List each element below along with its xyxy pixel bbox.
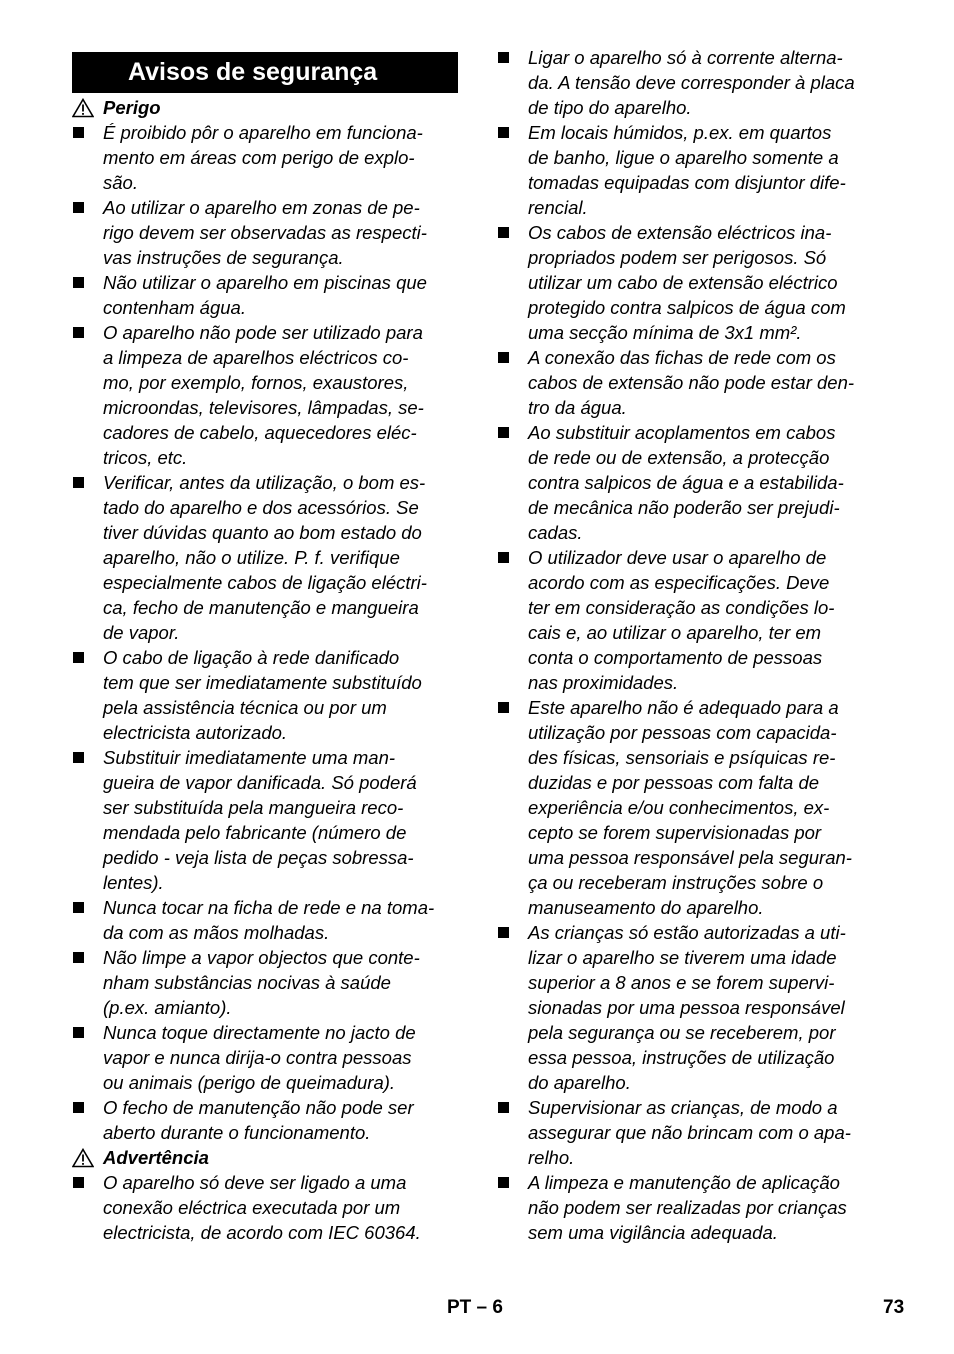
warning-triangle-icon	[72, 98, 94, 118]
square-bullet-icon	[73, 127, 84, 138]
list-item	[72, 895, 462, 945]
square-bullet-icon	[73, 477, 84, 488]
square-bullet-icon	[498, 227, 509, 238]
list-item-line: tomadas equipadas com disjuntor dife-	[528, 172, 846, 193]
list-item	[497, 220, 889, 345]
square-bullet-icon	[498, 702, 509, 713]
list-item	[497, 120, 889, 220]
list-item-line: Em locais húmidos, p.ex. em quartos	[528, 122, 832, 143]
list-item-line: O cabo de ligação à rede danificado	[103, 647, 400, 668]
list-item	[72, 645, 462, 745]
list-item-line: cais e, ao utilizar o aparelho, ter em	[528, 622, 822, 643]
danger-heading-label: Perigo	[103, 97, 161, 118]
list-item-line: ser substituída pela mangueira reco-	[103, 797, 404, 818]
list-item-line: Nunca toque directamente no jacto de	[103, 1022, 416, 1043]
list-item	[497, 345, 889, 420]
square-bullet-icon	[73, 1177, 84, 1188]
list-item-line: aparelho, não o utilize. P. f. verifique	[103, 547, 400, 568]
list-item-line: sem uma vigilância adequada.	[528, 1222, 778, 1243]
list-item-line: nas proximidades.	[528, 672, 679, 693]
square-bullet-icon	[498, 127, 509, 138]
list-item-line: As crianças só estão autorizadas a uti-	[528, 922, 846, 943]
warning-triangle-icon	[72, 1148, 94, 1168]
footer-page-label: PT – 6	[447, 1297, 503, 1318]
square-bullet-icon	[73, 277, 84, 288]
list-item-line: tro da água.	[528, 397, 627, 418]
list-item-line: ter em consideração as condições lo-	[528, 597, 835, 618]
list-item-line: rigo devem ser observadas as respecti-	[103, 222, 427, 243]
danger-heading	[72, 95, 462, 120]
list-item-line: Não utilizar o aparelho em piscinas que	[103, 272, 427, 293]
danger-list	[72, 120, 462, 1145]
list-item-line: O aparelho não pode ser utilizado para	[103, 322, 423, 343]
list-item-line: de mecânica não poderão ser prejudi-	[528, 497, 840, 518]
list-item-line: especialmente cabos de ligação eléctri-	[103, 572, 427, 593]
square-bullet-icon	[73, 752, 84, 763]
square-bullet-icon	[73, 202, 84, 213]
list-item	[72, 745, 462, 895]
list-item-line: utilizar um cabo de extensão eléctrico	[528, 272, 838, 293]
list-item-line: (p.ex. amianto).	[103, 997, 232, 1018]
list-item-line: Ligar o aparelho só à corrente alterna-	[528, 47, 843, 68]
warning-heading	[72, 1145, 462, 1170]
list-item	[72, 945, 462, 1020]
square-bullet-icon	[498, 52, 509, 63]
list-item-line: É proibido pôr o aparelho em funciona-	[103, 122, 423, 143]
list-item-line: propriados podem ser perigosos. Só	[528, 247, 827, 268]
list-item-line: de rede ou de extensão, a protecção	[528, 447, 830, 468]
list-item-line: protegido contra salpicos de água com	[528, 297, 846, 318]
square-bullet-icon	[73, 902, 84, 913]
list-item-line: Nunca tocar na ficha de rede e na toma-	[103, 897, 435, 918]
list-item-line: microondas, televisores, lâmpadas, se-	[103, 397, 424, 418]
right-list	[497, 45, 889, 1245]
list-item-line: Ao utilizar o aparelho em zonas de pe-	[103, 197, 420, 218]
list-item-line: O aparelho só deve ser ligado a uma	[103, 1172, 407, 1193]
list-item-line: Supervisionar as crianças, de modo a	[528, 1097, 838, 1118]
list-item-line: contra salpicos de água e a estabilida-	[528, 472, 844, 493]
list-item-line: vas instruções de segurança.	[103, 247, 344, 268]
list-item-line: assegurar que não brincam com o apa-	[528, 1122, 851, 1143]
list-item-line: sionadas por uma pessoa responsável	[528, 997, 845, 1018]
square-bullet-icon	[498, 427, 509, 438]
list-item-line: de vapor.	[103, 622, 180, 643]
list-item	[72, 270, 462, 320]
list-item-line: são.	[103, 172, 138, 193]
list-item-line: ca, fecho de manutenção e mangueira	[103, 597, 419, 618]
right-column	[497, 45, 889, 1245]
list-item-line: tiver dúvidas quanto ao bom estado do	[103, 522, 422, 543]
list-item-line: acordo com as especificações. Deve	[528, 572, 830, 593]
list-item-line: tado do aparelho e dos acessórios. Se	[103, 497, 419, 518]
list-item	[497, 1095, 889, 1170]
warning-heading-label: Advertência	[103, 1147, 209, 1168]
square-bullet-icon	[498, 927, 509, 938]
square-bullet-icon	[498, 1177, 509, 1188]
section-title: Avisos de segurança	[72, 52, 458, 93]
list-item	[72, 1095, 462, 1145]
list-item-line: mendada pelo fabricante (número de	[103, 822, 407, 843]
list-item-line: de banho, ligue o aparelho somente a	[528, 147, 839, 168]
list-item-line: A conexão das fichas de rede com os	[528, 347, 836, 368]
list-item-line: nham substâncias nocivas à saúde	[103, 972, 391, 993]
list-item-line: utilização por pessoas com capacida-	[528, 722, 837, 743]
list-item-line: Substituir imediatamente uma man-	[103, 747, 396, 768]
square-bullet-icon	[498, 352, 509, 363]
list-item-line: gueira de vapor danificada. Só poderá	[103, 772, 417, 793]
list-item-line: pela segurança ou se receberem, por	[528, 1022, 836, 1043]
list-item	[72, 1020, 462, 1095]
list-item-line: da com as mãos molhadas.	[103, 922, 330, 943]
list-item-line: Ao substituir acoplamentos em cabos	[528, 422, 836, 443]
list-item-line: essa pessoa, instruções de utilização	[528, 1047, 835, 1068]
list-item	[72, 120, 462, 195]
list-item-line: O fecho de manutenção não pode ser	[103, 1097, 414, 1118]
list-item-line: Verificar, antes da utilização, o bom es-	[103, 472, 426, 493]
list-item-line: uma secção mínima de 3x1 mm².	[528, 322, 802, 343]
list-item-line: mento em áreas com perigo de explo-	[103, 147, 415, 168]
list-item-line: lentes).	[103, 872, 164, 893]
list-item-line: tricos, etc.	[103, 447, 188, 468]
list-item-line: A limpeza e manutenção de aplicação	[528, 1172, 840, 1193]
list-item-line: Os cabos de extensão eléctricos ina-	[528, 222, 832, 243]
square-bullet-icon	[73, 327, 84, 338]
list-item-line: conta o comportamento de pessoas	[528, 647, 823, 668]
list-item-line: relho.	[528, 1147, 575, 1168]
list-item-line: electricista autorizado.	[103, 722, 288, 743]
list-item	[497, 1170, 889, 1245]
list-item-line: experiência e/ou conhecimentos, ex-	[528, 797, 830, 818]
list-item	[497, 45, 889, 120]
list-item-line: tem que ser imediatamente substituído	[103, 672, 422, 693]
list-item-line: cadas.	[528, 522, 583, 543]
list-item-line: pedido - veja lista de peças sobressa-	[103, 847, 414, 868]
square-bullet-icon	[73, 652, 84, 663]
square-bullet-icon	[73, 952, 84, 963]
list-item	[497, 545, 889, 695]
square-bullet-icon	[73, 1102, 84, 1113]
left-column	[72, 95, 462, 1245]
list-item	[72, 195, 462, 270]
list-item-line: des físicas, sensoriais e psíquicas re-	[528, 747, 836, 768]
square-bullet-icon	[498, 552, 509, 563]
list-item-line: lizar o aparelho se tiverem uma idade	[528, 947, 837, 968]
list-item-line: uma pessoa responsável pela seguran-	[528, 847, 852, 868]
list-item-line: da. A tensão deve corresponder à placa	[528, 72, 855, 93]
list-item-line: vapor e nunca dirija-o contra pessoas	[103, 1047, 412, 1068]
list-item-line: manuseamento do aparelho.	[528, 897, 764, 918]
list-item-line: cabos de extensão não pode estar den-	[528, 372, 855, 393]
list-item-line: mo, por exemplo, fornos, exaustores,	[103, 372, 409, 393]
list-item-line: conexão eléctrica executada por um	[103, 1197, 401, 1218]
list-item-line: cadores de cabelo, aquecedores eléc-	[103, 422, 417, 443]
list-item-line: aberto durante o funcionamento.	[103, 1122, 371, 1143]
list-item-line: Este aparelho não é adequado para a	[528, 697, 839, 718]
square-bullet-icon	[73, 1027, 84, 1038]
list-item-line: electricista, de acordo com IEC 60364.	[103, 1222, 421, 1243]
list-item	[72, 1170, 462, 1245]
list-item-line: a limpeza de aparelhos eléctricos co-	[103, 347, 409, 368]
list-item-line: Não limpe a vapor objectos que conte-	[103, 947, 420, 968]
list-item-line: não podem ser realizadas por crianças	[528, 1197, 847, 1218]
square-bullet-icon	[498, 1102, 509, 1113]
list-item-line: do aparelho.	[528, 1072, 631, 1093]
list-item-line: ça ou receberam instruções sobre o	[528, 872, 824, 893]
list-item	[72, 470, 462, 645]
list-item	[497, 920, 889, 1095]
footer-page-number: 73	[883, 1297, 905, 1318]
list-item-line: contenham água.	[103, 297, 246, 318]
warning-list	[72, 1170, 462, 1245]
list-item-line: ou animais (perigo de queimadura).	[103, 1072, 396, 1093]
list-item	[72, 320, 462, 470]
list-item-line: O utilizador deve usar o aparelho de	[528, 547, 827, 568]
list-item	[497, 420, 889, 545]
list-item-line: superior a 8 anos e se forem supervi-	[528, 972, 835, 993]
list-item-line: de tipo do aparelho.	[528, 97, 692, 118]
list-item	[497, 695, 889, 920]
list-item-line: pela assistência técnica ou por um	[103, 697, 387, 718]
list-item-line: rencial.	[528, 197, 588, 218]
list-item-line: duzidas e por pessoas com falta de	[528, 772, 820, 793]
list-item-line: cepto se forem supervisionadas por	[528, 822, 822, 843]
